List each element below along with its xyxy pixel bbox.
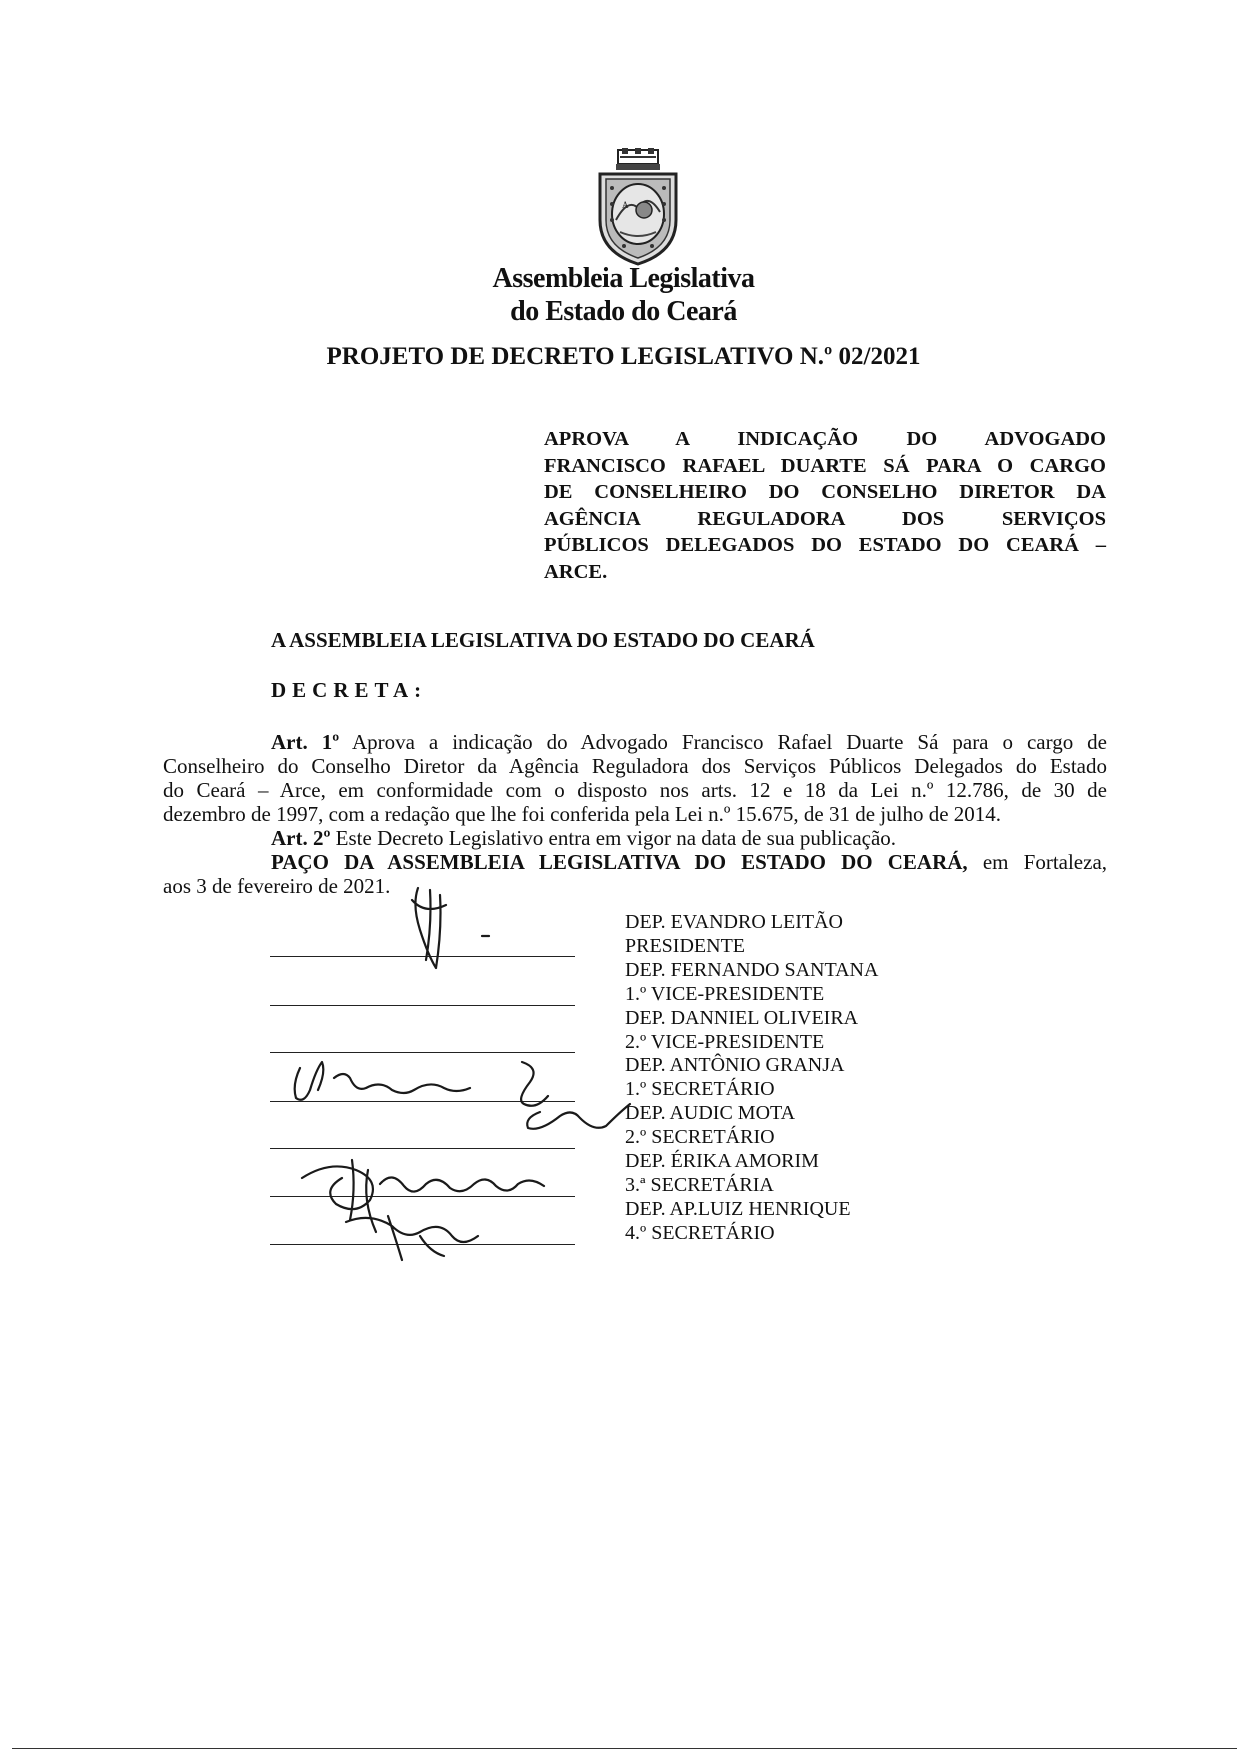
signatory-name: DEP. EVANDRO LEITÃO xyxy=(625,911,843,933)
svg-text:A: A xyxy=(622,200,629,210)
article-2-text: Este Decreto Legislativo entra em vigor na data de sua publicação. xyxy=(335,826,897,850)
ementa-line: FRANCISCO RAFAEL DUARTE SÁ PARA O CARGO xyxy=(544,454,1106,477)
institution-name-line2: do Estado do Ceará xyxy=(510,296,737,327)
ementa-line: APROVA A INDICAÇÃO DO ADVOGADO xyxy=(544,428,1106,450)
signatory-role: PRESIDENTE xyxy=(625,934,745,957)
signatory-role: 3.ª SECRETÁRIA xyxy=(625,1173,774,1196)
article-1-line: dezembro de 1997, com a redação que lhe foi conferida pela Lei n.º 15.675, de 31 de julho de 2014. xyxy=(163,802,1002,826)
article-2-label: Art. 2º xyxy=(271,826,331,850)
signature-secretary-4 xyxy=(346,1216,478,1260)
signature-line xyxy=(270,1244,575,1245)
closing-line xyxy=(163,850,1107,874)
signatory-role: 2.º VICE-PRESIDENTE xyxy=(625,1030,825,1053)
article-1-first-line xyxy=(163,730,1107,754)
article-1-label: Art. 1º xyxy=(271,730,340,754)
signatory-name: DEP. ANTÔNIO GRANJA xyxy=(625,1054,845,1077)
ementa-line: DE CONSELHEIRO DO CONSELHO DIRETOR DA xyxy=(544,481,1106,503)
ementa xyxy=(544,426,1106,585)
ementa-line: ARCE. xyxy=(544,560,608,583)
signature-line xyxy=(270,1005,575,1006)
signature-line xyxy=(270,1196,575,1197)
signature-line xyxy=(270,1148,575,1149)
document-title: PROJETO DE DECRETO LEGISLATIVO N.º 02/2021 xyxy=(326,343,921,370)
signature-line xyxy=(270,1101,575,1102)
signatory-name: DEP. AP.LUIZ HENRIQUE xyxy=(625,1197,851,1220)
article-2-line xyxy=(163,826,1107,850)
signature-line xyxy=(270,956,575,957)
signatory-role: 1.º VICE-PRESIDENTE xyxy=(625,982,825,1005)
signatory-role: 1.º SECRETÁRIO xyxy=(625,1078,775,1101)
ementa-line: AGÊNCIA REGULADORA DOS SERVIÇOS xyxy=(544,507,1106,530)
article-1-line: do Ceará – Arce, em conformidade com o disposto nos arts. 12 e 18 da Lei n.º 12.786, de 30 de xyxy=(163,778,1107,802)
articles-body xyxy=(163,730,1107,898)
signatory-role: 4.º SECRETÁRIO xyxy=(625,1221,775,1244)
enacting-body: A ASSEMBLEIA LEGISLATIVA DO ESTADO DO CEARÁ xyxy=(271,628,815,652)
signatory-name: DEP. FERNANDO SANTANA xyxy=(625,958,879,981)
institution-name-line1: Assembleia Legislativa xyxy=(492,263,755,294)
closing-date: aos 3 de fevereiro de 2021. xyxy=(163,874,391,898)
signatory-name: DEP. ÉRIKA AMORIM xyxy=(625,1150,819,1173)
signature-secretary-3 xyxy=(302,1166,544,1209)
paco-statement: PAÇO DA ASSEMBLEIA LEGISLATIVA DO ESTADO DO CEARÁ, xyxy=(271,850,968,874)
signatory-name: DEP. AUDIC MOTA xyxy=(625,1102,796,1125)
signatories-list xyxy=(625,911,878,1246)
signature-secretary-1 xyxy=(295,1062,548,1106)
coat-of-arms-icon xyxy=(594,148,682,266)
footer-rule xyxy=(12,1748,1237,1749)
signature-line xyxy=(270,1052,575,1053)
paco-location: em Fortaleza, xyxy=(982,850,1108,874)
ementa-line: PÚBLICOS DELEGADOS DO ESTADO DO CEARÁ – xyxy=(544,534,1106,556)
signatory-role: 2.º SECRETÁRIO xyxy=(625,1126,775,1149)
article-1-text: Aprova a indicação do Advogado Francisco Rafael Duarte Sá para o cargo de xyxy=(351,730,1107,754)
signatory-name: DEP. DANNIEL OLIVEIRA xyxy=(625,1006,859,1029)
article-1-line: Conselheiro do Conselho Diretor da Agência Reguladora dos Serviços Públicos Delegados do Estado xyxy=(163,754,1107,778)
signature-secretary-2 xyxy=(527,1104,630,1129)
decreta-heading: DECRETA: xyxy=(271,678,428,702)
